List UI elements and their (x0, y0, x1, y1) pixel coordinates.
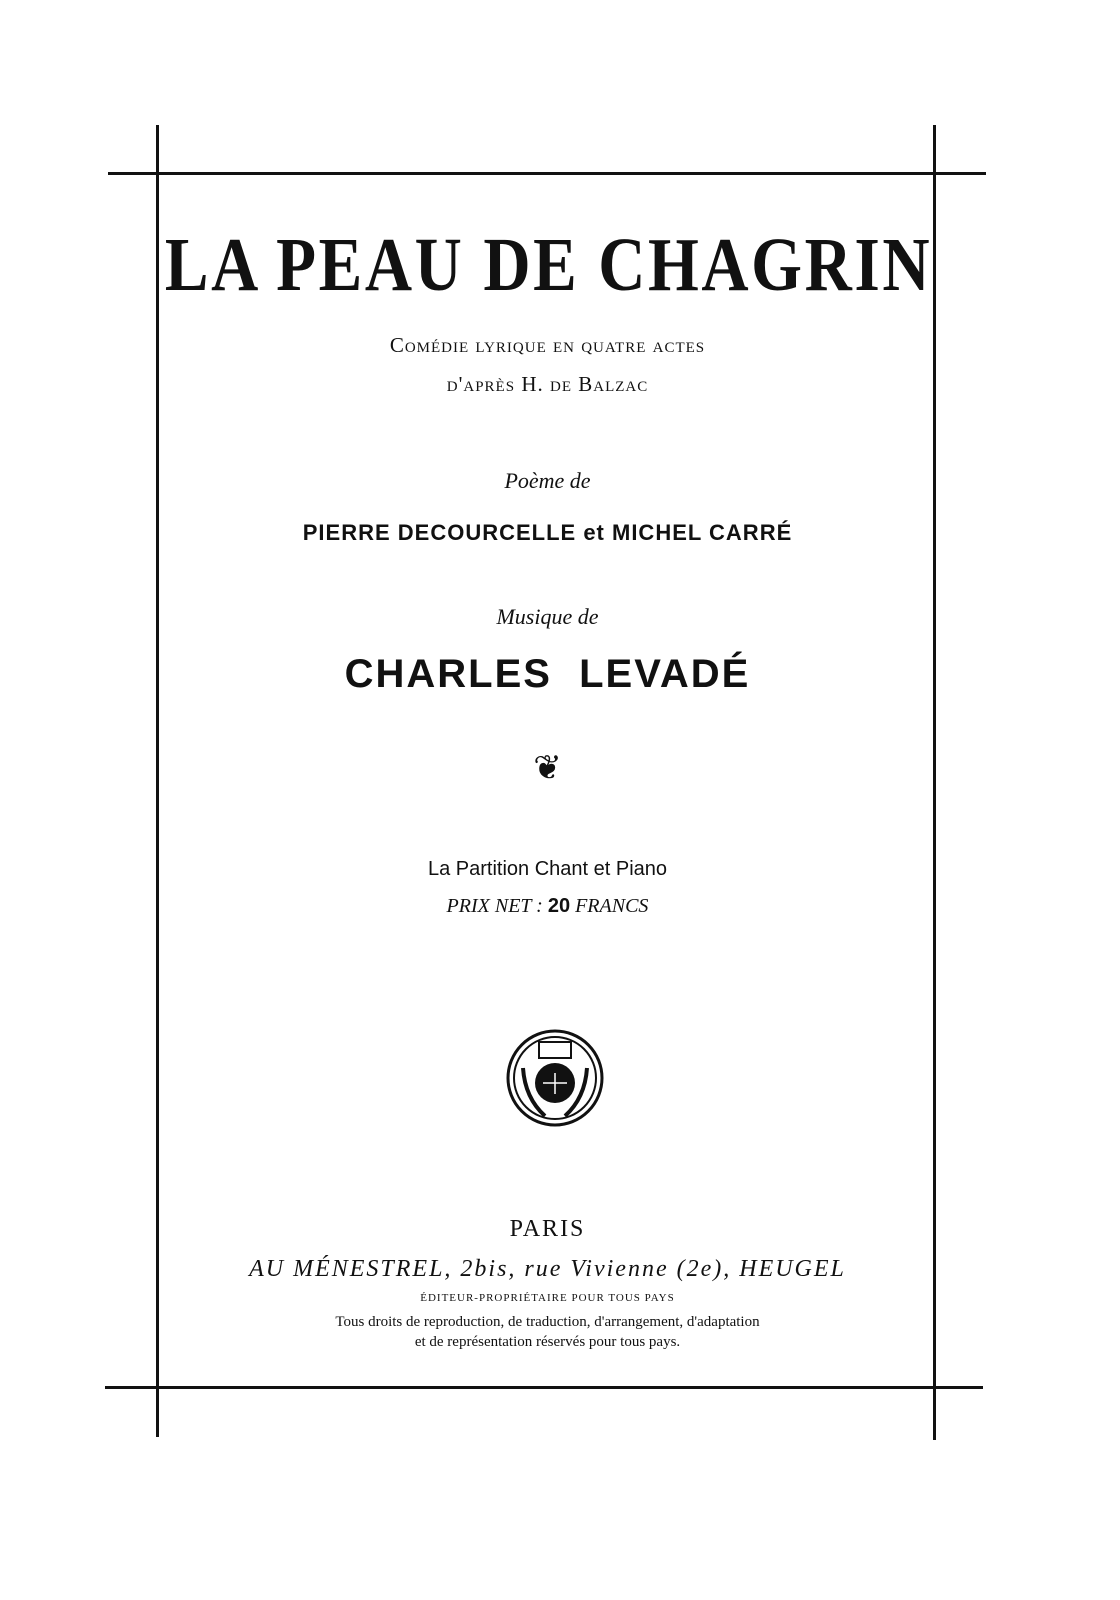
publisher-line: AU MÉNESTREL, 2bis, rue Vivienne (2e), HEUGEL (249, 1256, 846, 1282)
frame-top-rule (108, 172, 986, 175)
price-suffix: FRANCS (575, 895, 649, 917)
price-amount: 20 (547, 895, 571, 917)
after-author: d'après H. de Balzac (446, 372, 649, 396)
composer: CHARLES LEVADÉ (344, 652, 751, 696)
city: PARIS (509, 1216, 586, 1242)
price (0, 895, 1095, 918)
price-prefix: PRIX NET : (446, 895, 543, 917)
page-title: LA PEAU DE CHAGRIN (164, 223, 933, 307)
publisher-role: ÉDITEUR-PROPRIÉTAIRE POUR TOUS PAYS (420, 1292, 675, 1304)
edition: La Partition Chant et Piano (427, 858, 668, 880)
subtitle: Comédie lyrique en quatre actes (389, 333, 706, 357)
rights-line-1: Tous droits de reproduction, de traduction, d'arrangement, d'adaptation (335, 1314, 760, 1330)
rights-line-2: et de représentation réservés pour tous pays. (414, 1334, 681, 1350)
music-label: Musique de (496, 604, 599, 629)
frame-bottom-rule (105, 1386, 983, 1389)
publisher-seal-icon (505, 1028, 605, 1128)
poets: PIERRE DECOURCELLE et MICHEL CARRÉ (302, 520, 793, 545)
ornament-icon: ❦ (533, 750, 562, 787)
poem-label: Poème de (504, 468, 591, 493)
